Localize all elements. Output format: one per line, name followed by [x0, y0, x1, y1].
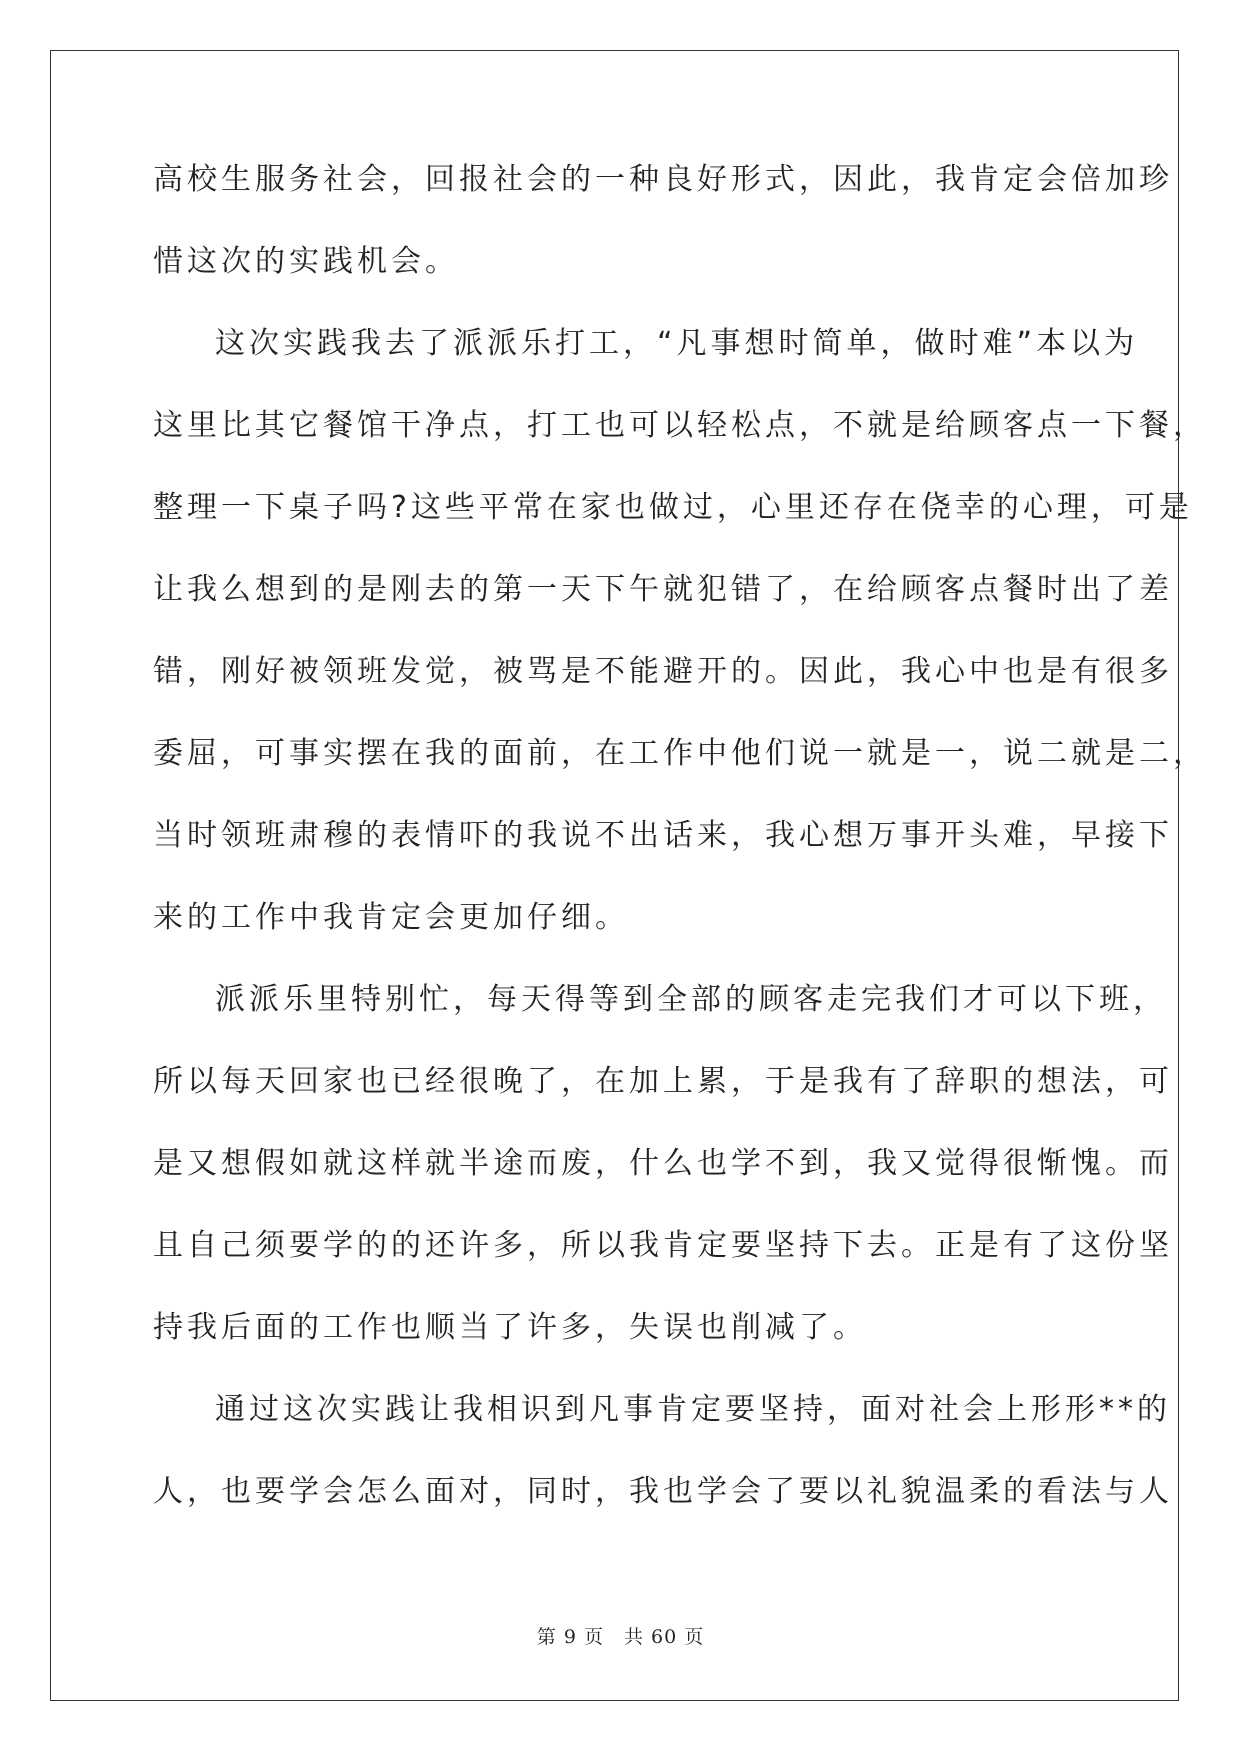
text-line-7: 错，刚好被领班发觉，被骂是不能避开的。因此，我心中也是有很多 — [153, 654, 1173, 689]
text-line-13: 是又想假如就这样就半途而废，什么也学不到，我又觉得很惭愧。而 — [153, 1146, 1173, 1181]
text-line-15: 持我后面的工作也顺当了许多，失误也削减了。 — [153, 1310, 867, 1345]
text-line-4: 这里比其它餐馆干净点，打工也可以轻松点，不就是给顾客点一下餐， — [153, 408, 1207, 443]
text-line-10: 来的工作中我肯定会更加仔细。 — [153, 900, 629, 935]
text-line-6: 让我么想到的是刚去的第一天下午就犯错了，在给顾客点餐时出了差 — [153, 572, 1173, 607]
text-line-11: 派派乐里特别忙，每天得等到全部的顾客走完我们才可以下班， — [215, 982, 1167, 1017]
text-line-14: 且自己须要学的的还许多，所以我肯定要坚持下去。正是有了这份坚 — [153, 1228, 1173, 1263]
page-number-footer: 第 9 页 共 60 页 — [536, 1626, 705, 1648]
text-line-5: 整理一下桌子吗?这些平常在家也做过，心里还存在侥幸的心理，可是 — [153, 490, 1193, 525]
text-line-17: 人，也要学会怎么面对，同时，我也学会了要以礼貌温柔的看法与人 — [153, 1474, 1173, 1509]
text-line-16: 通过这次实践让我相识到凡事肯定要坚持，面对社会上形形**的 — [215, 1392, 1171, 1427]
text-line-2: 惜这次的实践机会。 — [153, 244, 459, 279]
text-line-8: 委屈，可事实摆在我的面前，在工作中他们说一就是一，说二就是二， — [153, 736, 1207, 771]
text-line-9: 当时领班肃穆的表情吓的我说不出话来，我心想万事开头难，早接下 — [153, 818, 1173, 853]
text-line-3: 这次实践我去了派派乐打工，“凡事想时简单，做时难”本以为 — [215, 326, 1139, 361]
text-line-12: 所以每天回家也已经很晚了，在加上累，于是我有了辞职的想法，可 — [153, 1064, 1173, 1099]
text-line-1: 高校生服务社会，回报社会的一种良好形式，因此，我肯定会倍加珍 — [153, 162, 1173, 197]
body-text — [153, 158, 1207, 1552]
